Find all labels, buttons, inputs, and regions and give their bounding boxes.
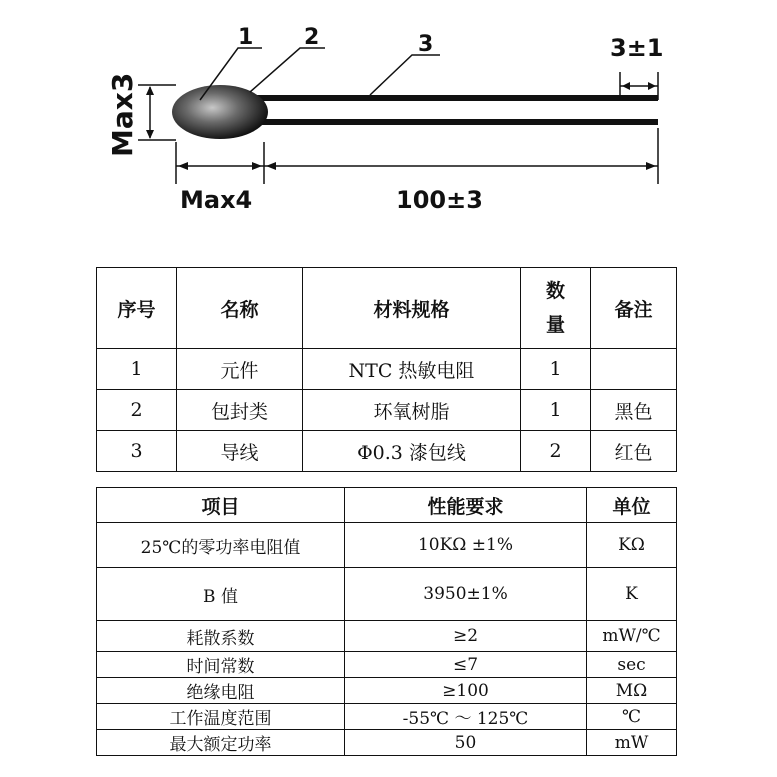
spec-unit: KΩ xyxy=(587,523,677,568)
row-qty: 2 xyxy=(521,431,591,472)
dim-length-label: 100±3 xyxy=(396,186,483,214)
spec-unit: sec xyxy=(587,652,677,678)
header-note: 备注 xyxy=(591,268,677,349)
spec-unit: mW/℃ xyxy=(587,621,677,652)
table-row xyxy=(97,390,677,431)
table-row xyxy=(97,431,677,472)
table-row xyxy=(97,652,677,678)
thermistor-bead xyxy=(172,85,268,139)
table-row xyxy=(97,523,677,568)
table-row xyxy=(97,621,677,652)
header-item: 项目 xyxy=(97,488,345,523)
row-spec: 环氧树脂 xyxy=(303,390,521,431)
row-no: 1 xyxy=(97,349,177,390)
materials-header-row xyxy=(97,268,677,349)
table-row xyxy=(97,678,677,704)
header-name: 名称 xyxy=(177,268,303,349)
spec-req: 50 xyxy=(345,730,587,756)
row-name: 导线 xyxy=(177,431,303,472)
callout-1: 1 xyxy=(238,25,254,50)
table-row xyxy=(97,349,677,390)
row-no: 2 xyxy=(97,390,177,431)
dim-height-label: Max3 xyxy=(106,72,139,157)
row-qty: 1 xyxy=(521,349,591,390)
spec-unit: MΩ xyxy=(587,678,677,704)
callout-2: 2 xyxy=(304,25,320,50)
row-note xyxy=(591,349,677,390)
spec-item: 最大额定功率 xyxy=(97,730,345,756)
lead-wire-bottom xyxy=(250,119,658,125)
materials-table xyxy=(96,267,677,472)
header-unit: 单位 xyxy=(587,488,677,523)
spec-item: 耗散系数 xyxy=(97,621,345,652)
table-row xyxy=(97,730,677,756)
header-qty-text: 数 量 xyxy=(545,280,565,336)
spec-item: 工作温度范围 xyxy=(97,704,345,730)
row-spec: Φ0.3 漆包线 xyxy=(303,431,521,472)
dim-strip-label: 3±1 xyxy=(610,34,664,62)
row-spec: NTC 热敏电阻 xyxy=(303,349,521,390)
spec-req: ≥100 xyxy=(345,678,587,704)
header-req: 性能要求 xyxy=(345,488,587,523)
row-name: 包封类 xyxy=(177,390,303,431)
callout-3: 3 xyxy=(418,32,434,57)
spec-unit: ℃ xyxy=(587,704,677,730)
spec-item: B 值 xyxy=(97,568,345,621)
spec-unit: mW xyxy=(587,730,677,756)
row-qty: 1 xyxy=(521,390,591,431)
row-note: 红色 xyxy=(591,431,677,472)
spec-req: ≤7 xyxy=(345,652,587,678)
spec-req: -55℃ ～ 125℃ xyxy=(345,704,587,730)
row-name: 元件 xyxy=(177,349,303,390)
callout-leader-2 xyxy=(250,48,325,92)
specs-header-row xyxy=(97,488,677,523)
header-no: 序号 xyxy=(97,268,177,349)
table-row xyxy=(97,568,677,621)
spec-item: 25℃的零功率电阻值 xyxy=(97,523,345,568)
table-row xyxy=(97,704,677,730)
header-spec: 材料规格 xyxy=(303,268,521,349)
spec-item: 时间常数 xyxy=(97,652,345,678)
lead-wire-top xyxy=(250,95,658,101)
dim-body-label: Max4 xyxy=(180,186,253,214)
specs-table xyxy=(96,487,677,756)
spec-item: 绝缘电阻 xyxy=(97,678,345,704)
spec-unit: K xyxy=(587,568,677,621)
row-note: 黑色 xyxy=(591,390,677,431)
thermistor-drawing xyxy=(0,0,777,250)
spec-req: ≥2 xyxy=(345,621,587,652)
row-no: 3 xyxy=(97,431,177,472)
header-qty xyxy=(521,268,591,349)
callout-leader-3 xyxy=(370,55,440,95)
spec-req: 10KΩ ±1% xyxy=(345,523,587,568)
spec-req: 3950±1% xyxy=(345,568,587,621)
